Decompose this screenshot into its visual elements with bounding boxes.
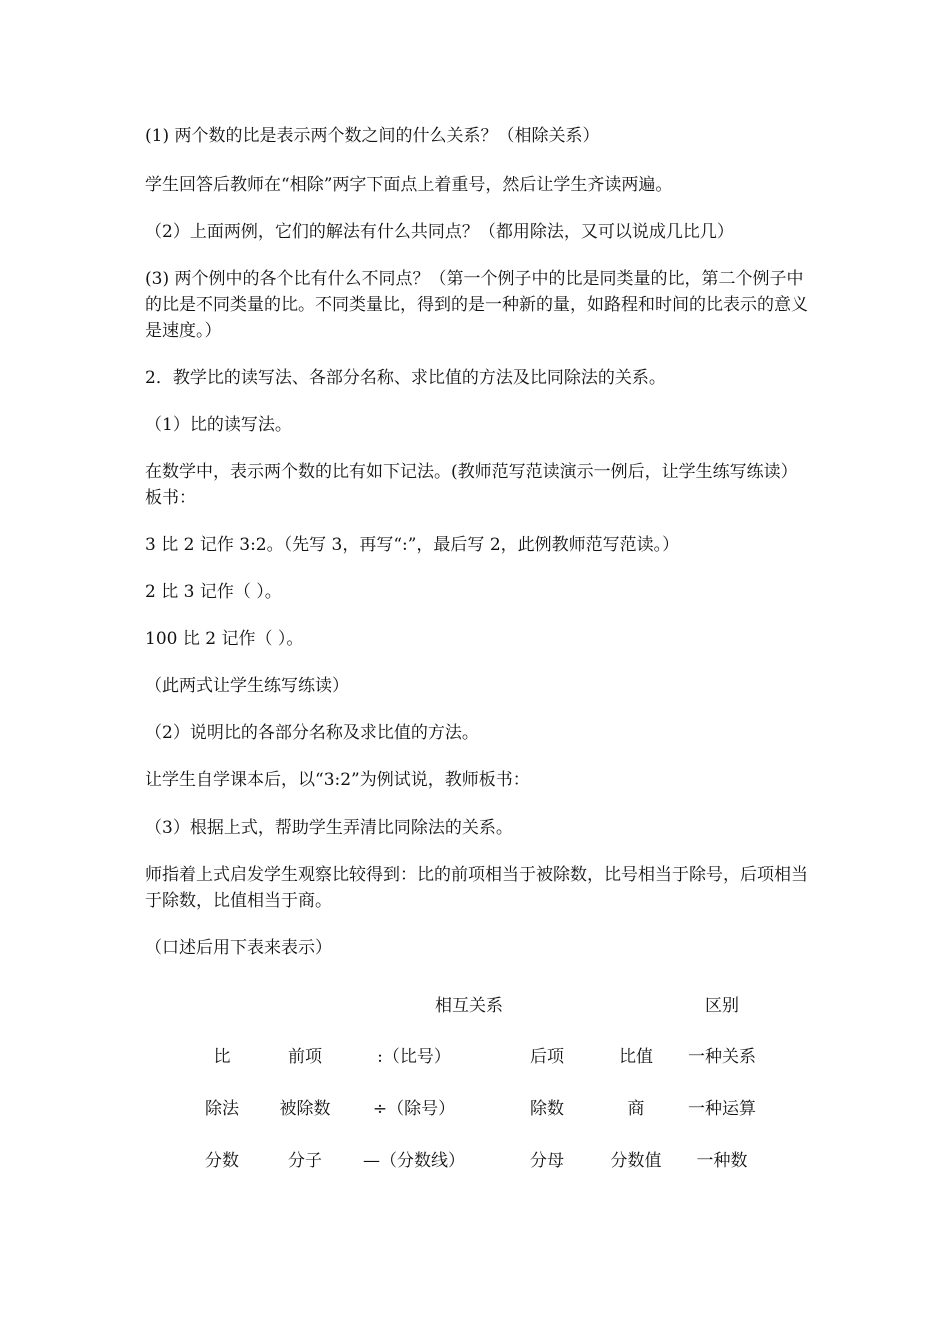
table-cell: 比值 xyxy=(619,1047,653,1067)
section-heading-2: 2．教学比的读写法、各部分名称、求比值的方法及比同除法的关系。 xyxy=(145,368,666,388)
paragraph-parts-names: （2）说明比的各部分名称及求比值的方法。 xyxy=(145,723,479,743)
table-cell: 前项 xyxy=(288,1047,322,1067)
table-cell: 比 xyxy=(213,1047,231,1067)
table-cell: 后项 xyxy=(530,1047,564,1067)
table-cell: 一种运算 xyxy=(688,1099,756,1119)
paragraph-question-2: （2）上面两例，它们的解法有什么共同点？（都用除法，又可以说成几比几） xyxy=(145,222,734,242)
paragraph-teacher-note: 学生回答后教师在“相除”两字下面点上着重号，然后让学生齐读两遍。 xyxy=(145,175,673,195)
table-cell: 被除数 xyxy=(279,1099,331,1119)
table-cell: 一种关系 xyxy=(688,1047,756,1067)
table-cell: 一种数 xyxy=(696,1151,748,1171)
paragraph-practice-note: （此两式让学生练写练读） xyxy=(145,676,349,696)
table-cell: 除数 xyxy=(530,1099,564,1119)
table-cell: 除法 xyxy=(205,1099,239,1119)
table-cell: 分子 xyxy=(288,1151,322,1171)
paragraph-question-3: (3) 两个例中的各个比有什么不同点？（第一个例子中的比是同类量的比，第二个例子中的比是不同类量的比。不同类量比，得到的是一种新的量，如路程和时间的比表示的意义是速度。） xyxy=(145,269,808,341)
paragraph-question-1: (1) 两个数的比是表示两个数之间的什么关系？（相除关系） xyxy=(145,126,600,146)
paragraph-example-3: 100 比 2 记作（ ）。 xyxy=(145,629,304,649)
paragraph-table-intro: （口述后用下表来表示） xyxy=(145,938,332,958)
table-header-relation: 相互关系 xyxy=(435,996,503,1016)
paragraph-example-2: 2 比 3 记作（ ）。 xyxy=(145,582,282,602)
table-cell: —（分数线） xyxy=(363,1151,465,1171)
table-cell: :（比号） xyxy=(377,1047,451,1067)
paragraph-notation: 在数学中，表示两个数的比有如下记法。(教师范写范读演示一例后，让学生练写练读）板书： xyxy=(145,462,798,508)
table-cell: 分母 xyxy=(530,1151,564,1171)
table-cell: 商 xyxy=(627,1099,645,1119)
paragraph-self-study: 让学生自学课本后，以“3:2”为例试说，教师板书： xyxy=(145,770,530,790)
table-header-difference: 区别 xyxy=(705,996,739,1016)
paragraph-read-write: （1）比的读写法。 xyxy=(145,415,292,435)
paragraph-observation: 师指着上式启发学生观察比较得到：比的前项相当于被除数，比号相当于除号，后项相当于除数，比值相当于商。 xyxy=(145,865,808,911)
table-cell: 分数值 xyxy=(610,1151,662,1171)
table-cell: 分数 xyxy=(205,1151,239,1171)
paragraph-relation: （3）根据上式，帮助学生弄清比同除法的关系。 xyxy=(145,818,513,838)
paragraph-example-1: 3 比 2 记作 3:2。（先写 3，再写“:”，最后写 2，此例教师范写范读。） xyxy=(145,535,680,555)
table-cell: ÷（除号） xyxy=(372,1099,456,1119)
